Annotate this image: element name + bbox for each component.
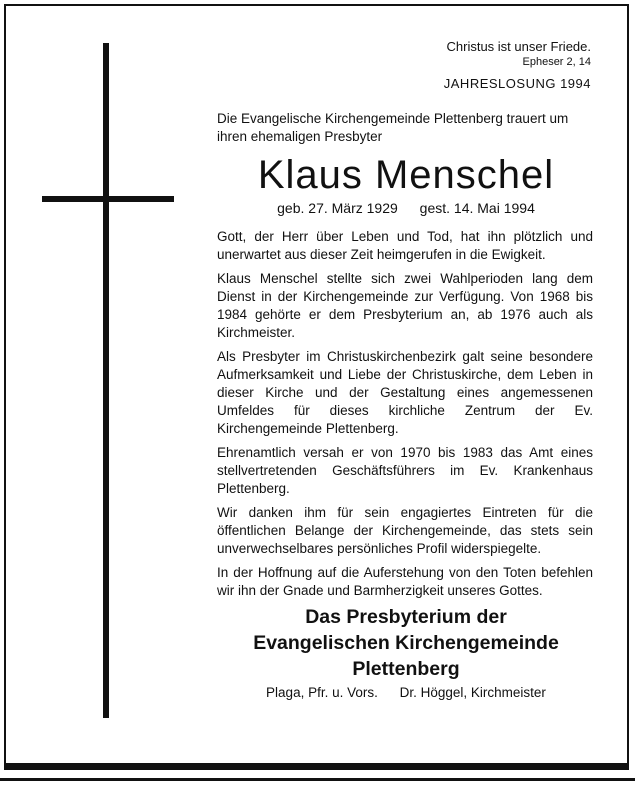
bottom-rule: [0, 778, 635, 781]
signer-kirchmeister: Dr. Höggel, Kirchmeister: [399, 685, 546, 700]
life-dates: [217, 199, 595, 217]
year-motto: JAHRESLOSUNG 1994: [443, 76, 591, 91]
paragraph: Wir danken ihm für sein engagiertes Eintreten für die öffentlichen Belange der Kirchengemeinde, das stets sein unverwechselbares persönliches Profil widerspiegelte.: [217, 505, 593, 556]
obituary-body: [217, 228, 593, 606]
paragraph: Gott, der Herr über Leben und Tod, hat ihn plötzlich und unerwartet aus dieser Zeit heimgerufen in die Ewigkeit.: [217, 229, 593, 262]
paragraph: Als Presbyter im Christuskirchenbezirk galt seine besondere Aufmerksamkeit und Liebe der Christuskirche, dem Leben in dieser Kirche und der Gestaltung eines angemessenen Umfeldes für dieses kirchliche Zentrum der Ev. Kirchengemeinde Plettenberg.: [217, 349, 593, 436]
motto-text: Christus ist unser Friede.: [446, 39, 591, 54]
birth-date: geb. 27. März 1929: [277, 200, 398, 216]
signature-line: Das Presbyterium der: [305, 606, 507, 628]
signature-line: Plettenberg: [352, 658, 460, 680]
signer-pastor: Plaga, Pfr. u. Vors.: [266, 685, 378, 700]
paragraph: Klaus Menschel stellte sich zwei Wahlperioden lang dem Dienst in der Kirchengemeinde zur Verfügung. Von 1968 bis 1984 gehörte er dem Presbyterium an, ab 1976 auch als Kirchmeister.: [217, 271, 593, 340]
signers: [217, 685, 595, 700]
motto-reference: Epheser 2, 14: [522, 56, 591, 68]
death-date: gest. 14. Mai 1994: [419, 200, 535, 216]
paragraph: In der Hoffnung auf die Auferstehung von den Toten befehlen wir ihn der Gnade und Barmherzigkeit unseres Gottes.: [217, 565, 593, 598]
signature-line: Evangelischen Kirchengemeinde: [253, 632, 559, 654]
intro-text: Die Evangelische Kirchengemeinde Plettenberg trauert um ihren ehemaligen Presbyter: [217, 111, 569, 144]
deceased-name: Klaus Menschel: [257, 153, 555, 197]
motto-block: [447, 38, 592, 69]
cross-icon-vertical: [103, 43, 109, 718]
paragraph: Ehrenamtlich versah er von 1970 bis 1983 das Amt eines stellvertretenden Geschäftsführers im Ev. Krankenhaus Plettenberg.: [217, 445, 593, 496]
signature-block: [217, 604, 595, 682]
cross-icon-horizontal: [42, 196, 174, 202]
